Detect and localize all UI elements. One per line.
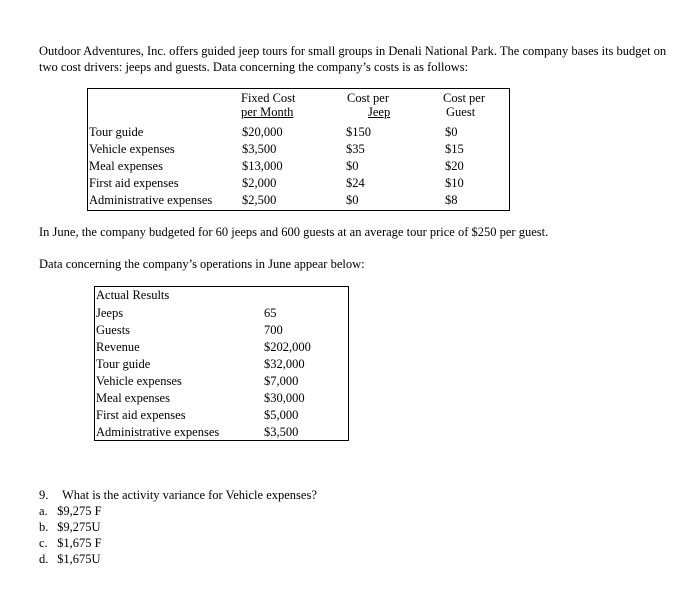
- question-number: 9.: [39, 488, 49, 502]
- actual-results-title: Actual Results: [96, 288, 170, 302]
- actual-row-value: $5,000: [264, 408, 299, 422]
- option-letter: b.: [39, 520, 49, 534]
- actual-row-label: Jeeps: [96, 306, 124, 320]
- cost-row-guest: $20: [445, 159, 464, 173]
- cost-row-jeep: $0: [346, 159, 359, 173]
- cost-row-label: Vehicle expenses: [89, 142, 175, 156]
- cost-row-guest: $8: [445, 193, 458, 207]
- cost-row-fixed: $3,500: [242, 142, 277, 156]
- answer-option-d[interactable]: [39, 552, 101, 567]
- actual-row-label: Guests: [96, 323, 131, 337]
- cost-row-fixed: $2,000: [242, 176, 277, 190]
- actual-row-label: Tour guide: [96, 357, 151, 371]
- cost-row-fixed: $13,000: [242, 159, 283, 173]
- header-fixed-line1: Fixed Cost: [241, 91, 296, 105]
- actual-row-value: 65: [264, 306, 277, 320]
- actual-row-value: 700: [264, 323, 283, 337]
- option-text: $9,275 F: [57, 504, 102, 518]
- actual-row-label: First aid expenses: [96, 408, 186, 422]
- actual-row-value: $3,500: [264, 425, 299, 439]
- cost-row-jeep: $150: [346, 125, 371, 139]
- answer-option-c[interactable]: [39, 536, 102, 551]
- option-letter: a.: [39, 504, 48, 518]
- intro-paragraph: Outdoor Adventures, Inc. offers guided jeep tours for small groups in Denali National Park. The company bases its budget on two cost drivers: jeeps and guests. Data concerning the company’s costs is as follows:: [39, 44, 667, 74]
- cost-row-guest: $10: [445, 176, 464, 190]
- actual-row-value: $30,000: [264, 391, 305, 405]
- option-text: $9,275U: [57, 520, 101, 534]
- answer-option-a[interactable]: [39, 504, 102, 519]
- header-guest-line2: Guest: [446, 105, 476, 119]
- answer-option-b[interactable]: [39, 520, 101, 535]
- cost-row-label: Tour guide: [89, 125, 144, 139]
- option-text: $1,675U: [57, 552, 101, 566]
- actual-row-value: $32,000: [264, 357, 305, 371]
- cost-row-guest: $15: [445, 142, 464, 156]
- header-jeep-line2: Jeep: [368, 105, 391, 119]
- option-letter: c.: [39, 536, 48, 550]
- cost-row-label: First aid expenses: [89, 176, 179, 190]
- cost-row-jeep: $0: [346, 193, 359, 207]
- cost-row-jeep: $24: [346, 176, 365, 190]
- option-letter: d.: [39, 552, 49, 566]
- cost-row-fixed: $2,500: [242, 193, 277, 207]
- actual-row-value: $7,000: [264, 374, 299, 388]
- operations-intro-text: Data concerning the company’s operations in June appear below:: [39, 257, 365, 271]
- question-text: What is the activity variance for Vehicle expenses?: [62, 488, 317, 502]
- header-guest-line1: Cost per: [443, 91, 486, 105]
- header-jeep-line1: Cost per: [347, 91, 390, 105]
- june-budget-text: In June, the company budgeted for 60 jeeps and 600 guests at an average tour price of $250 per guest.: [39, 225, 549, 239]
- actual-row-label: Meal expenses: [96, 391, 170, 405]
- cost-row-guest: $0: [445, 125, 458, 139]
- option-text: $1,675 F: [57, 536, 102, 550]
- cost-row-jeep: $35: [346, 142, 365, 156]
- actual-row-label: Revenue: [96, 340, 140, 354]
- actual-row-value: $202,000: [264, 340, 311, 354]
- cost-row-label: Administrative expenses: [89, 193, 213, 207]
- cost-row-fixed: $20,000: [242, 125, 283, 139]
- actual-row-label: Vehicle expenses: [96, 374, 182, 388]
- header-fixed-line2: per Month: [241, 105, 294, 119]
- actual-row-label: Administrative expenses: [96, 425, 220, 439]
- cost-row-label: Meal expenses: [89, 159, 163, 173]
